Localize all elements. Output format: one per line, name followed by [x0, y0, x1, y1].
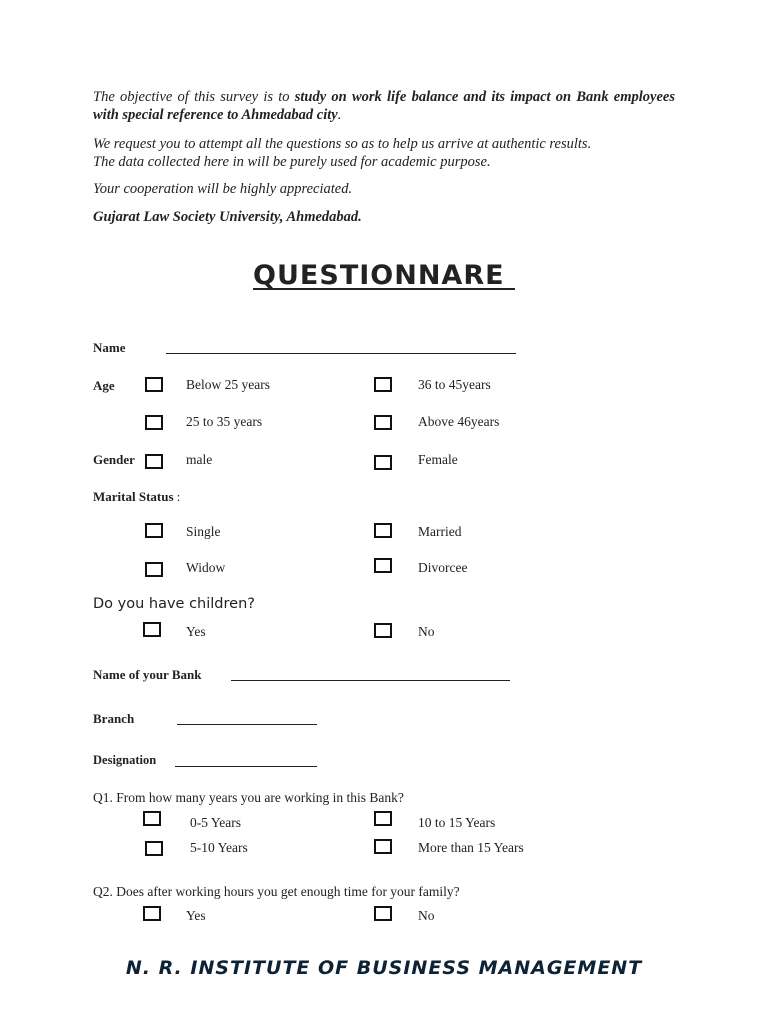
age-option-label: Below 25 years	[186, 377, 270, 392]
footer-institute-name: N. R. INSTITUTE OF BUSINESS MANAGEMENT	[125, 957, 643, 979]
age-below-25-checkbox[interactable]	[145, 377, 163, 392]
age-label: Age	[93, 378, 115, 393]
marital-status-label: Marital Status	[93, 489, 174, 504]
children-yes-checkbox[interactable]	[143, 622, 161, 637]
q2-yes-checkbox[interactable]	[143, 906, 161, 921]
gender-option-label: male	[186, 452, 213, 467]
age-option-label: 25 to 35 years	[186, 414, 263, 429]
q2-option-label: Yes	[186, 908, 206, 923]
q2-no-checkbox[interactable]	[374, 906, 392, 921]
intro-objective	[93, 88, 675, 124]
marital-option-label: Divorcee	[418, 560, 468, 575]
marital-option-label: Widow	[186, 560, 226, 575]
q1-option-label: 10 to 15 Years	[418, 815, 496, 830]
branch-field[interactable]	[177, 724, 317, 725]
marital-married-checkbox[interactable]	[374, 523, 392, 538]
gender-option-label: Female	[418, 452, 458, 467]
q1-5-10-checkbox[interactable]	[145, 841, 163, 856]
marital-status-heading	[93, 489, 180, 505]
gender-female-checkbox[interactable]	[374, 455, 392, 470]
intro-request-line-1: We request you to attempt all the questions so as to help us arrive at authentic results.	[93, 136, 592, 152]
marital-option-label: Married	[418, 524, 462, 539]
age-25-35-checkbox[interactable]	[145, 415, 163, 430]
q2-question: Q2. Does after working hours you get enough time for your family?	[93, 884, 460, 899]
q1-0-5-checkbox[interactable]	[143, 811, 161, 826]
gender-label: Gender	[93, 452, 135, 467]
q1-option-label: 5-10 Years	[190, 840, 248, 855]
children-option-label: No	[418, 624, 435, 639]
name-field[interactable]	[166, 353, 516, 354]
age-36-45-checkbox[interactable]	[374, 377, 392, 392]
marital-single-checkbox[interactable]	[145, 523, 163, 538]
bank-name-label: Name of your Bank	[93, 667, 202, 682]
q1-more-15-checkbox[interactable]	[374, 839, 392, 854]
objective-text: The objective of this survey is to	[93, 89, 295, 105]
age-above-46-checkbox[interactable]	[374, 415, 392, 430]
q1-question: Q1. From how many years you are working in this Bank?	[93, 790, 404, 805]
intro-request-line-2: The data collected here in will be purely used for academic purpose.	[93, 154, 491, 170]
name-label: Name	[93, 340, 126, 355]
intro-cooperation: Your cooperation will be highly appreciated.	[93, 181, 353, 197]
gender-male-checkbox[interactable]	[145, 454, 163, 469]
intro-university: Gujarat Law Society University, Ahmedabad.	[93, 209, 362, 225]
objective-topic: study on work life balance and its impact on Bank employees with special reference to Ahmedabad city	[93, 89, 675, 123]
q2-option-label: No	[418, 908, 435, 923]
objective-period: .	[337, 107, 342, 123]
q1-option-label: More than 15 Years	[418, 840, 524, 855]
page-title: QUESTIONNARE	[253, 260, 515, 291]
children-option-label: Yes	[186, 624, 206, 639]
marital-status-colon: :	[173, 489, 181, 504]
branch-label: Branch	[93, 711, 135, 726]
age-option-label: Above 46years	[418, 414, 500, 429]
children-question: Do you have children?	[93, 596, 255, 612]
q1-10-15-checkbox[interactable]	[374, 811, 392, 826]
marital-widow-checkbox[interactable]	[145, 562, 163, 577]
q1-option-label: 0-5 Years	[190, 815, 242, 830]
marital-option-label: Single	[186, 524, 221, 539]
children-no-checkbox[interactable]	[374, 623, 392, 638]
age-option-label: 36 to 45years	[418, 377, 491, 392]
designation-label: Designation	[93, 753, 157, 767]
marital-divorcee-checkbox[interactable]	[374, 558, 392, 573]
bank-name-field[interactable]	[231, 680, 510, 681]
designation-field[interactable]	[175, 766, 317, 767]
